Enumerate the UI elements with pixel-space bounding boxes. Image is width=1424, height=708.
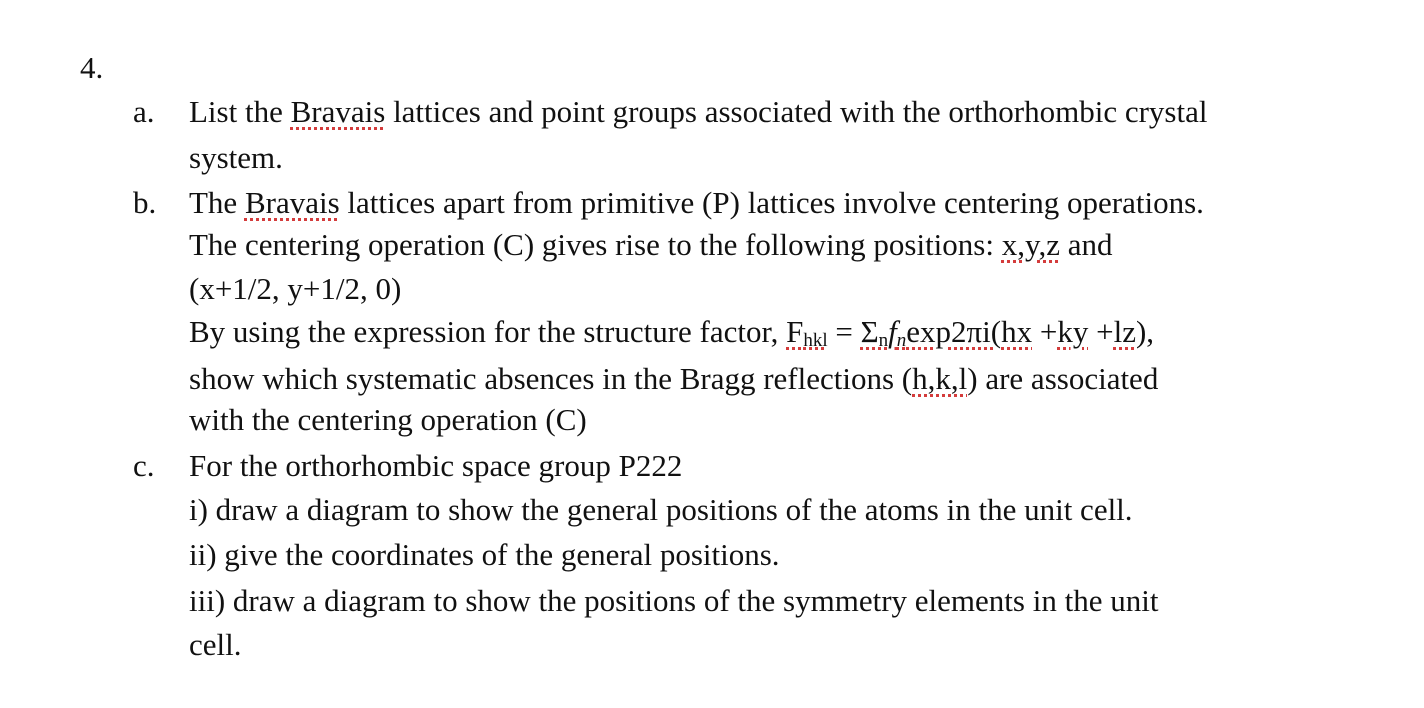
structure-factor-F: $F_{hkl}$ — [786, 314, 828, 351]
structure-factor-close: ), — [1135, 314, 1155, 349]
part-b-line-1-pre: The — [189, 185, 245, 220]
part-b-line-1 — [189, 183, 1204, 223]
part-c-line-1: For the orthorhombic space group P222 — [189, 448, 683, 483]
part-b-line-4-pre: By using the expression for the structure factor, — [189, 314, 787, 349]
part-b-line-2 — [189, 225, 1113, 265]
part-b-hkl: h,k,l — [912, 361, 968, 396]
part-a-line-1-pre: List the — [189, 94, 291, 129]
part-b-marker: b. — [133, 185, 157, 220]
part-a-marker: a. — [133, 94, 155, 129]
part-b-line-2-post: and — [1059, 227, 1113, 262]
part-c-line-5: cell. — [189, 627, 242, 662]
term-ky: ky — [1057, 314, 1089, 349]
part-a-line-2: system. — [189, 140, 283, 175]
part-c-line-2: i) draw a diagram to show the general positions of the atoms in the unit cell. — [189, 492, 1133, 527]
structure-factor-equals: = — [827, 314, 861, 349]
part-a-bravais-word: Bravais — [290, 94, 386, 129]
part-c-line-3: ii) give the coordinates of the general positions. — [189, 537, 780, 572]
question-number: 4. — [80, 50, 104, 85]
part-b-line-2-pre: The centering operation (C) gives rise to the following positions: — [189, 227, 1002, 262]
part-b-bravais-word: Bravais — [244, 185, 340, 220]
part-b-line-5 — [189, 359, 1158, 399]
part-b-line-6: with the centering operation (C) — [189, 402, 587, 437]
part-a-line-1-post: lattices and point groups associated with the orthorhombic crystal — [385, 94, 1208, 129]
part-c-marker: c. — [133, 448, 155, 483]
part-a-line-1 — [189, 92, 1207, 132]
part-b-line-3: (x+1/2, y+1/2, 0) — [189, 271, 402, 306]
plus-2: + — [1088, 314, 1114, 349]
term-lz: lz — [1113, 314, 1136, 349]
part-b-xyz: x,y,z — [1001, 227, 1060, 262]
part-c-line-4: iii) draw a diagram to show the positions of the symmetry elements in the unit — [189, 583, 1159, 618]
part-b-line-5-pre: show which systematic absences in the Bragg reflections ( — [189, 361, 913, 396]
plus-1: + — [1032, 314, 1058, 349]
part-b-line-1-post: lattices apart from primitive (P) lattices involve centering operations. — [339, 185, 1204, 220]
part-b-line-4 — [189, 312, 1154, 361]
part-b-line-5-post: ) are associated — [967, 361, 1159, 396]
structure-factor-sum: $\Sigma_nf_n\exp 2\pi i(hx$ — [860, 314, 1033, 351]
